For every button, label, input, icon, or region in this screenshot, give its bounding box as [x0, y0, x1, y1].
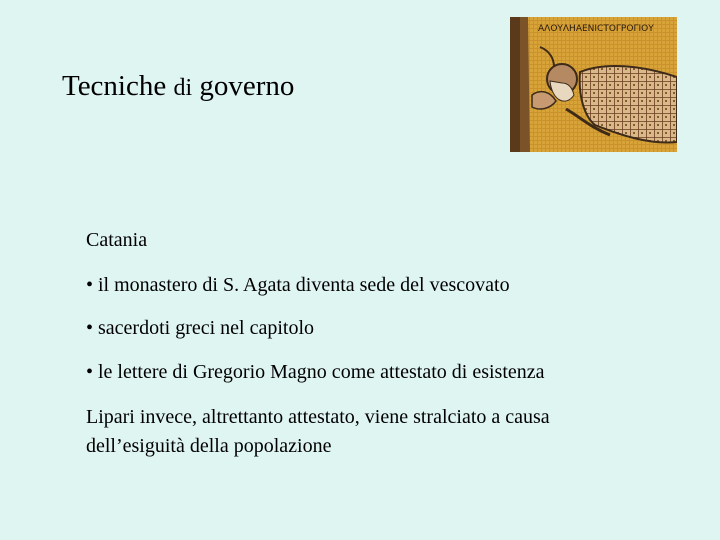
- heading-catania: Catania: [86, 229, 148, 251]
- title-word-tecniche: Tecniche: [62, 70, 167, 102]
- bullet-item: • le lettere di Gregorio Magno come attestato di esistenza: [86, 361, 545, 383]
- paragraph-line: dell’esiguità della popolazione: [86, 435, 332, 457]
- bullet-item: • il monastero di S. Agata diventa sede del vescovato: [86, 274, 510, 296]
- title-word-governo: governo: [199, 70, 295, 102]
- paragraph-lipari: [86, 403, 550, 461]
- mosaic-inscription: ΑΛΟΥΛΗΑΕΝΙCΤΟΓΡΟΓΙΟΥ: [538, 24, 654, 34]
- slide-title: [62, 70, 294, 103]
- bullet-item: • sacerdoti greci nel capitolo: [86, 317, 315, 339]
- title-word-di: di: [173, 75, 193, 101]
- mosaic-image: [510, 17, 677, 152]
- paragraph-line: Lipari invece, altrettanto attestato, viene stralciato a causa: [86, 406, 550, 428]
